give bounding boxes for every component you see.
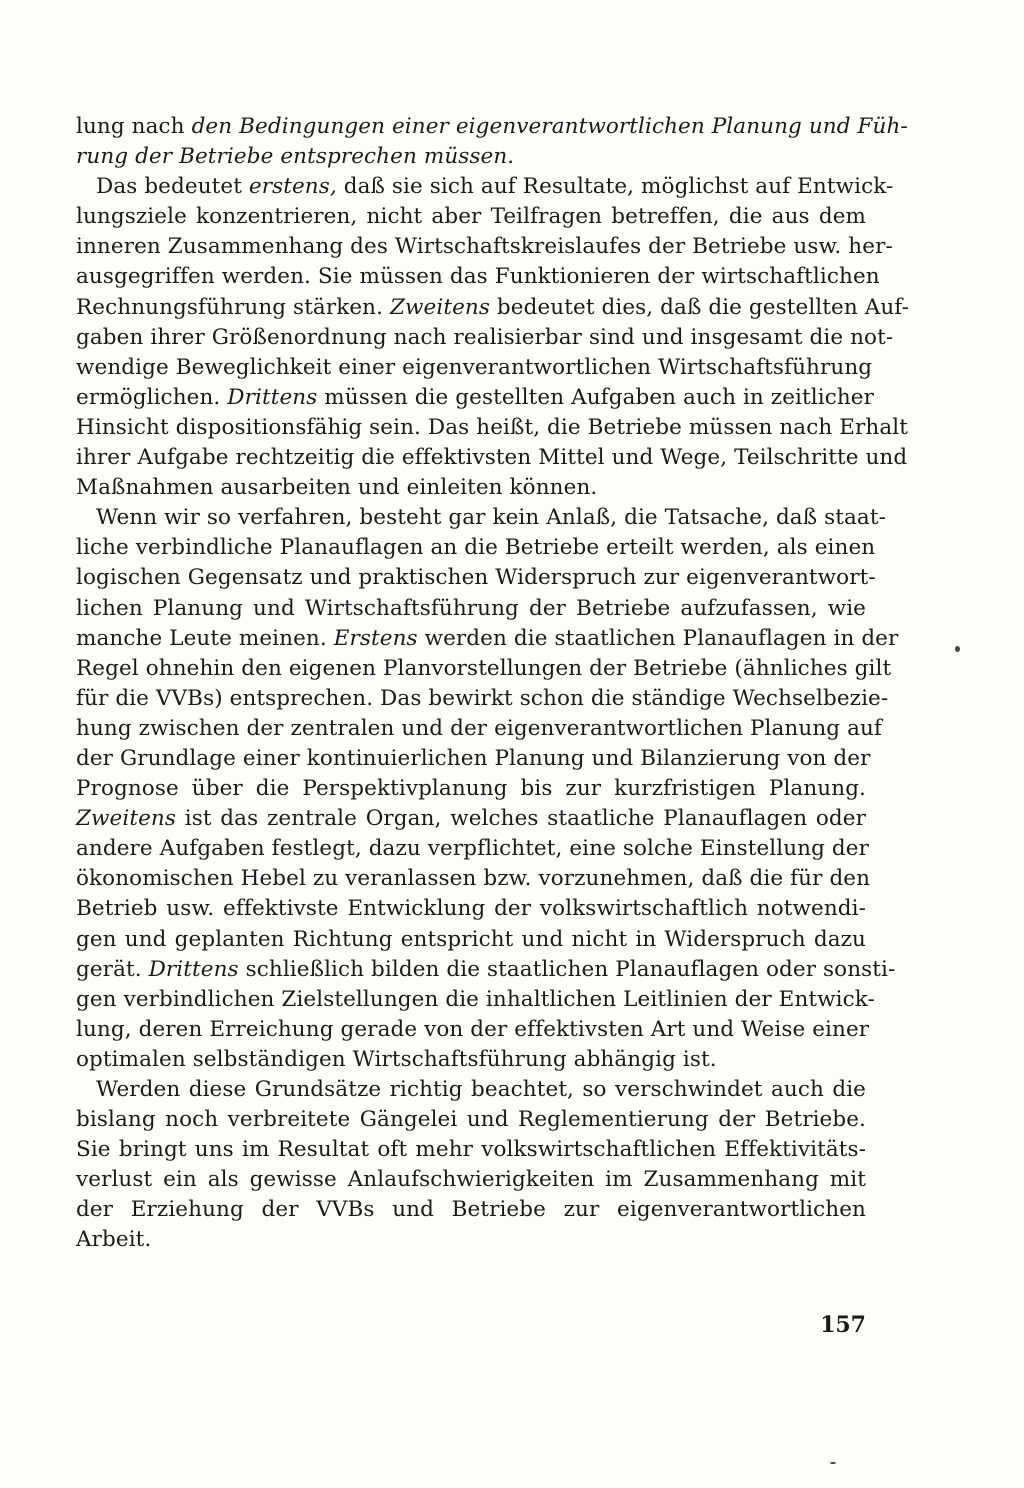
scan-speck bbox=[955, 646, 960, 652]
text-run: ist das zentrale Organ, welches staatliche Planauflagen oder bbox=[176, 806, 866, 832]
text-line bbox=[76, 293, 909, 323]
text-run: andere Aufgaben festlegt, dazu verpflichtet, eine solche Einstellung der bbox=[76, 836, 869, 862]
text-run: verlust ein als gewisse Anlaufschwierigkeiten im Zusammenhang mit bbox=[76, 1167, 866, 1193]
text-line bbox=[76, 774, 866, 804]
text-run: Regel ohnehin den eigenen Planvorstellungen der Betriebe (ähnliches gilt bbox=[76, 655, 892, 681]
text-line bbox=[76, 1105, 866, 1135]
text-line bbox=[76, 684, 889, 714]
text-line bbox=[76, 443, 908, 473]
text-run: Rechnungsführung stärken. bbox=[76, 294, 390, 320]
text-run: ermöglichen. bbox=[76, 384, 228, 410]
text-run: ausgegriffen werden. Sie müssen das Funktionieren der wirtschaftlichen bbox=[76, 264, 880, 290]
text-line bbox=[76, 563, 876, 593]
text-run: lungsziele konzentrieren, nicht aber Teilfragen betreffen, die aus dem bbox=[76, 204, 866, 230]
italic-text: rung der Betriebe entsprechen müssen. bbox=[76, 144, 515, 170]
text-line bbox=[76, 985, 875, 1015]
text-run: lung, deren Erreichung gerade von der effektivsten Art und Weise einer bbox=[76, 1016, 870, 1042]
text-line bbox=[76, 262, 880, 292]
text-line bbox=[76, 323, 894, 353]
text-run: optimalen selbständigen Wirtschaftsführung abhängig ist. bbox=[76, 1046, 717, 1072]
italic-text: Zweitens bbox=[390, 294, 490, 320]
text-run: Sie bringt uns im Resultat oft mehr volkswirtschaftlichen Effektivitäts- bbox=[76, 1137, 866, 1163]
text-line bbox=[76, 503, 886, 533]
text-run: gaben ihrer Größenordnung nach realisierbar sind und insgesamt die not- bbox=[76, 324, 894, 350]
text-run: gerät. bbox=[76, 956, 149, 982]
text-line bbox=[76, 594, 866, 624]
text-line bbox=[76, 413, 908, 443]
text-run: werden die staatlichen Planauflagen in der bbox=[417, 625, 899, 651]
text-run: hung zwischen der zentralen und der eigenverantwortlichen Planung auf bbox=[76, 715, 882, 741]
text-line bbox=[76, 202, 866, 232]
italic-text: Drittens bbox=[148, 956, 239, 982]
text-line bbox=[76, 955, 896, 985]
text-run: ihrer Aufgabe rechtzeitig die effektivsten Mittel und Wege, Teilschritte und bbox=[76, 445, 908, 471]
text-line bbox=[76, 1195, 866, 1225]
text-run: logischen Gegensatz und praktischen Widerspruch zur eigenverantwort- bbox=[76, 565, 876, 591]
text-run: daß sie sich auf Resultate, möglichst auf Entwick- bbox=[336, 174, 894, 200]
text-line bbox=[76, 1075, 866, 1105]
text-run: liche verbindliche Planauflagen an die Betriebe erteilt werden, als einen bbox=[76, 535, 876, 561]
text-line bbox=[76, 533, 876, 563]
text-run: lichen Planung und Wirtschaftsführung der Betriebe aufzufassen, wie bbox=[76, 595, 866, 621]
italic-text: Drittens bbox=[227, 384, 318, 410]
text-run: Betrieb usw. effektivste Entwicklung der volkswirtschaftlich notwendi- bbox=[76, 896, 866, 922]
text-line bbox=[76, 624, 899, 654]
text-line bbox=[76, 925, 866, 955]
text-line bbox=[76, 864, 871, 894]
text-run: der Erziehung der VVBs und Betriebe zur eigenverantwortlichen bbox=[76, 1197, 866, 1223]
text-line bbox=[76, 804, 866, 834]
text-run: Wenn wir so verfahren, besteht gar kein Anlaß, die Tatsache, daß staat- bbox=[96, 505, 886, 531]
text-run: Werden diese Grundsätze richtig beachtet, so verschwindet auch die bbox=[96, 1077, 866, 1102]
text-run: Hinsicht dispositionsfähig sein. Das heißt, die Betriebe müssen nach Erhalt bbox=[76, 414, 908, 440]
text-line bbox=[76, 744, 871, 774]
text-line bbox=[76, 473, 866, 503]
text-line bbox=[76, 383, 875, 413]
italic-text: Erstens bbox=[333, 625, 418, 651]
text-run: ökonomischen Hebel zu veranlassen bzw. vorzunehmen, daß die für den bbox=[76, 866, 871, 892]
text-run: Das bedeutet bbox=[96, 174, 249, 200]
text-run: gen verbindlichen Zielstellungen die inhaltlichen Leitlinien der Entwick- bbox=[76, 986, 875, 1012]
text-line bbox=[76, 172, 894, 202]
text-run: der Grundlage einer kontinuierlichen Planung und Bilanzierung von der bbox=[76, 745, 871, 771]
text-run: manche Leute meinen. bbox=[76, 625, 334, 651]
text-run: für die VVBs) entsprechen. Das bewirkt schon die ständige Wechselbezie- bbox=[76, 685, 889, 711]
text-line bbox=[76, 112, 908, 142]
text-run: wendige Beweglichkeit einer eigenverantwortlichen Wirtschaftsführung bbox=[76, 354, 873, 380]
text-line bbox=[76, 654, 892, 684]
body-text bbox=[76, 112, 909, 1256]
text-line bbox=[76, 714, 882, 744]
italic-text: Zweitens bbox=[76, 806, 176, 832]
text-line bbox=[76, 142, 866, 172]
text-line bbox=[76, 834, 869, 864]
text-line bbox=[76, 232, 893, 262]
text-line bbox=[76, 1165, 866, 1195]
italic-text: erstens, bbox=[248, 174, 337, 200]
text-run: Prognose über die Perspektivplanung bis zur kurzfristigen Planung. bbox=[76, 776, 866, 802]
text-run: Maßnahmen ausarbeiten und einleiten können. bbox=[76, 475, 598, 501]
text-line bbox=[76, 353, 873, 383]
text-line bbox=[76, 1225, 866, 1255]
text-run: müssen die gestellten Aufgaben auch in zeitlicher bbox=[317, 384, 875, 410]
text-line bbox=[76, 1135, 866, 1165]
text-run: schließlich bilden die staatlichen Planauflagen oder sonsti- bbox=[238, 956, 896, 982]
scan-speck bbox=[830, 1462, 836, 1464]
text-line bbox=[76, 894, 866, 924]
text-run: inneren Zusammenhang des Wirtschaftskreislaufes der Betriebe usw. her- bbox=[76, 234, 893, 260]
text-run: lung nach bbox=[76, 114, 192, 139]
text-line bbox=[76, 1015, 870, 1045]
text-run: bedeutet dies, daß die gestellten Auf- bbox=[490, 294, 909, 320]
text-run: bislang noch verbreitete Gängelei und Reglementierung der Betriebe. bbox=[76, 1107, 866, 1133]
text-run: gen und geplanten Richtung entspricht und nicht in Widerspruch dazu bbox=[76, 926, 866, 952]
italic-text: den Bedingungen einer eigenverantwortlichen Planung und Füh- bbox=[191, 114, 908, 139]
page-number: 157 bbox=[820, 1312, 866, 1338]
text-line bbox=[76, 1045, 866, 1075]
text-run: Arbeit. bbox=[76, 1227, 152, 1253]
